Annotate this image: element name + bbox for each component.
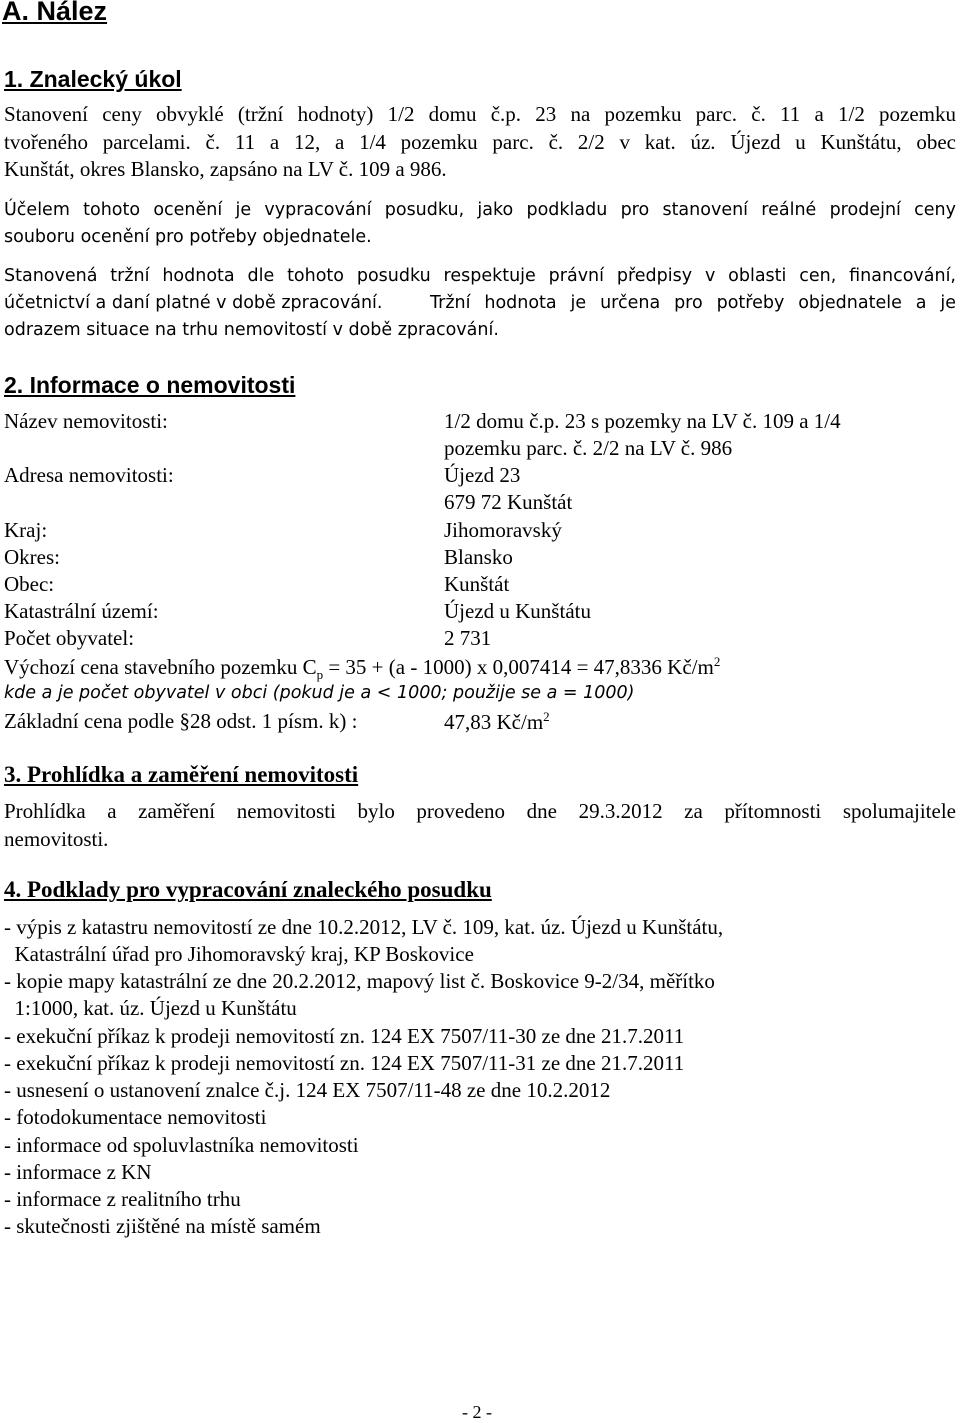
info-label-name: Název nemovitosti: xyxy=(4,409,168,433)
info-value-district: Blansko xyxy=(444,545,513,569)
source-item: - usnesení o ustanovení znalce č.j. 124 EX 7507/11-48 ze dne 10.2.2012 xyxy=(4,1078,611,1102)
section-1-title: 1. Znalecký úkol xyxy=(4,66,182,92)
info-label-region: Kraj: xyxy=(4,518,48,542)
section-4-title: 4. Podklady pro vypracování znaleckého posudku xyxy=(4,877,492,902)
source-item: 1:1000, kat. úz. Újezd u Kunštátu xyxy=(4,996,297,1020)
info-value-name-cont: pozemku parc. č. 2/2 na LV č. 986 xyxy=(444,436,733,460)
base-price-amount: 47,83 Kč/m xyxy=(444,710,544,734)
section-1-para-3-line-2b: Tržní hodnota je určena pro potřeby objednatele a je xyxy=(430,293,956,313)
section-1-para-1-line-3: Kunštát, okres Blansko, zapsáno na LV č. 109 a 986. xyxy=(4,157,447,181)
document-heading: A. Nález xyxy=(2,0,108,26)
section-1-para-3-line-1: Stanovená tržní hodnota dle tohoto posudku respektuje právní předpisy v oblasti cen, financování, xyxy=(4,266,956,286)
page-number: - 2 - xyxy=(462,1402,492,1422)
formula-note: kde a je počet obyvatel v obci (pokud je a < 1000; použije se a = 1000) xyxy=(4,683,635,703)
section-1-para-1-line-2: tvořeného parcelami. č. 11 a 12, a 1/4 pozemku parc. č. 2/2 v kat. úz. Újezd u Kunštátu, obec xyxy=(4,130,956,154)
source-item: - skutečnosti zjištěné na místě samém xyxy=(4,1214,321,1238)
source-item: - výpis z katastru nemovitostí ze dne 10.2.2012, LV č. 109, kat. úz. Újezd u Kunštátu, xyxy=(4,915,724,939)
info-label-municipality: Obec: xyxy=(4,572,55,596)
base-price-value xyxy=(444,709,550,735)
section-3-para-line-2: nemovitosti. xyxy=(4,827,109,851)
source-item: - exekuční příkaz k prodeji nemovitostí zn. 124 EX 7507/11-31 ze dne 21.7.2011 xyxy=(4,1051,685,1075)
info-value-region: Jihomoravský xyxy=(444,518,562,542)
formula-prefix: Výchozí cena stavebního pozemku C xyxy=(4,655,317,679)
section-1-para-3-line-3: odrazem situace na trhu nemovitostí v době zpracování. xyxy=(4,320,499,340)
source-item: - informace od spoluvlastníka nemovitosti xyxy=(4,1133,359,1157)
section-2-title: 2. Informace o nemovitosti xyxy=(4,372,296,398)
info-value-name: 1/2 domu č.p. 23 s pozemky na LV č. 109 a 1/4 xyxy=(444,409,841,433)
section-1-para-3-line-2a: účetnictví a daní platné v době zpracování. xyxy=(4,293,383,313)
info-value-municipality: Kunštát xyxy=(444,572,510,596)
section-3-title: 3. Prohlídka a zaměření nemovitosti xyxy=(4,762,359,787)
base-price-label: Základní cena podle §28 odst. 1 písm. k) : xyxy=(4,709,358,733)
base-price-superscript: 2 xyxy=(543,709,550,724)
info-value-cadastral-area: Újezd u Kunštátu xyxy=(444,599,591,623)
info-label-address: Adresa nemovitosti: xyxy=(4,463,174,487)
source-item: - informace z KN xyxy=(4,1160,152,1184)
section-1-para-2-line-2: souboru ocenění pro potřeby objednatele. xyxy=(4,227,372,247)
info-value-address-cont: 679 72 Kunštát xyxy=(444,490,573,514)
formula-superscript: 2 xyxy=(713,654,721,669)
section-3-para-line-1: Prohlídka a zaměření nemovitosti bylo provedeno dne 29.3.2012 za přítomnosti spolumajitele xyxy=(4,799,956,823)
info-label-population: Počet obyvatel: xyxy=(4,626,135,650)
info-label-cadastral-area: Katastrální území: xyxy=(4,599,159,623)
source-item: - exekuční příkaz k prodeji nemovitostí zn. 124 EX 7507/11-30 ze dne 21.7.2011 xyxy=(4,1024,685,1048)
section-1-para-2-line-1: Účelem tohoto ocenění je vypracování posudku, jako podkladu pro stanovení reálné prodejní ceny xyxy=(4,200,956,220)
price-formula xyxy=(4,654,720,683)
formula-subscript: p xyxy=(316,667,324,683)
source-item: Katastrální úřad pro Jihomoravský kraj, KP Boskovice xyxy=(4,942,474,966)
source-item: - fotodokumentace nemovitosti xyxy=(4,1105,267,1129)
source-item: - kopie mapy katastrální ze dne 20.2.2012, mapový list č. Boskovice 9-2/34, měřítko xyxy=(4,969,715,993)
formula-body: = 35 + (a - 1000) x 0,007414 = 47,8336 Kč/m xyxy=(323,655,714,679)
section-1-para-1-line-1: Stanovení ceny obvyklé (tržní hodnoty) 1/2 domu č.p. 23 na pozemku parc. č. 11 a 1/2 pozemku xyxy=(4,102,956,126)
info-value-population: 2 731 xyxy=(444,626,492,650)
info-label-district: Okres: xyxy=(4,545,60,569)
source-item: - informace z realitního trhu xyxy=(4,1187,241,1211)
info-value-address: Újezd 23 xyxy=(444,463,521,487)
